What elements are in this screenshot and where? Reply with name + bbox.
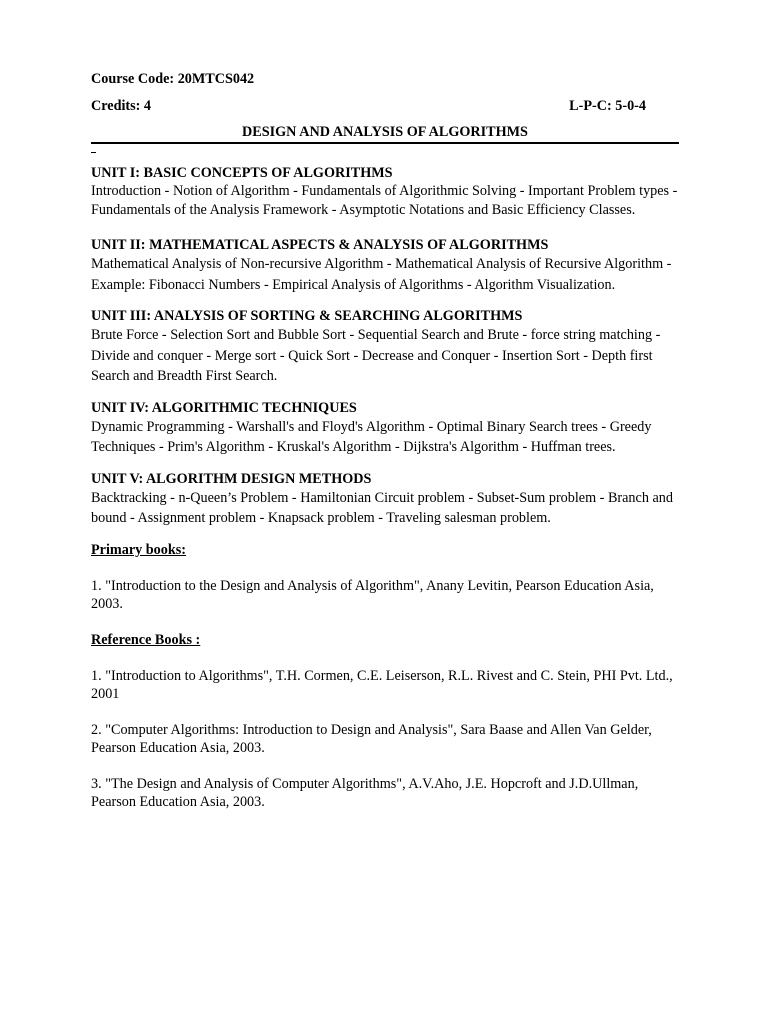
unit-body: Mathematical Analysis of Non-recursive Algorithm - Mathematical Analysis of Recursive Algorithm - Example: Fibonacci Numbers - Empirical Analysis of Algorithms - Algorithm Visualization. bbox=[91, 256, 672, 293]
text-cursor-marker bbox=[91, 144, 679, 164]
credits: Credits: 4 bbox=[91, 98, 152, 114]
course-title: DESIGN AND ANALYSIS OF ALGORITHMS bbox=[91, 123, 679, 144]
reference-book-item: 2. "Computer Algorithms: Introduction to Design and Analysis", Sara Baase and Allen Van Gelder, Pearson Education Asia, 2003. bbox=[91, 721, 652, 756]
primary-book-item: 1. "Introduction to the Design and Analysis of Algorithm", Anany Levitin, Pearson Education Asia, 2003. bbox=[91, 577, 654, 612]
primary-books-heading: Primary books: bbox=[91, 541, 186, 558]
lpc: L-P-C: 5-0-4 bbox=[569, 98, 646, 114]
unit-title: UNIT I: BASIC CONCEPTS OF ALGORITHMS bbox=[91, 165, 393, 181]
unit-3 bbox=[91, 307, 679, 387]
unit-5 bbox=[91, 470, 679, 529]
reference-book-item: 1. "Introduction to Algorithms", T.H. Cormen, C.E. Leiserson, R.L. Rivest and C. Stein, PHI Pvt. Ltd., 2001 bbox=[91, 667, 673, 702]
course-code: Course Code: 20MTCS042 bbox=[91, 71, 255, 87]
unit-body: Introduction - Notion of Algorithm - Fundamentals of Algorithmic Solving - Important Problem types - Fundamentals of the Analysis Framework - Asymptotic Notations and Basic Efficiency Classes. bbox=[91, 183, 678, 218]
unit-4 bbox=[91, 399, 679, 458]
unit-title: UNIT II: MATHEMATICAL ASPECTS & ANALYSIS OF ALGORITHMS bbox=[91, 237, 549, 253]
unit-title: UNIT V: ALGORITHM DESIGN METHODS bbox=[91, 470, 372, 487]
unit-1 bbox=[91, 164, 679, 219]
credits-row bbox=[91, 97, 679, 115]
unit-title: UNIT III: ANALYSIS OF SORTING & SEARCHING ALGORITHMS bbox=[91, 308, 523, 324]
unit-body: Backtracking - n-Queen’s Problem - Hamiltonian Circuit problem - Subset-Sum problem - Branch and bound - Assignment problem - Knapsack problem - Traveling salesman problem. bbox=[91, 489, 673, 526]
unit-body: Dynamic Programming - Warshall's and Floyd's Algorithm - Optimal Binary Search trees - Greedy Techniques - Prim's Algorithm - Kruskal's Algorithm - Dijkstra's Algorithm - Huffman trees. bbox=[91, 418, 652, 455]
reference-books-heading: Reference Books : bbox=[91, 631, 201, 648]
reference-book-item: 3. "The Design and Analysis of Computer Algorithms", A.V.Aho, J.E. Hopcroft and J.D.Ullman, Pearson Education Asia, 2003. bbox=[91, 775, 639, 810]
unit-title: UNIT IV: ALGORITHMIC TECHNIQUES bbox=[91, 399, 357, 416]
unit-2 bbox=[91, 236, 679, 295]
syllabus-page bbox=[91, 70, 679, 829]
unit-body: Brute Force - Selection Sort and Bubble Sort - Sequential Search and Brute - force string matching - Divide and conquer - Merge sort - Quick Sort - Decrease and Conquer - Insertion Sort - Depth first Search and Breadth First Search. bbox=[91, 327, 661, 384]
